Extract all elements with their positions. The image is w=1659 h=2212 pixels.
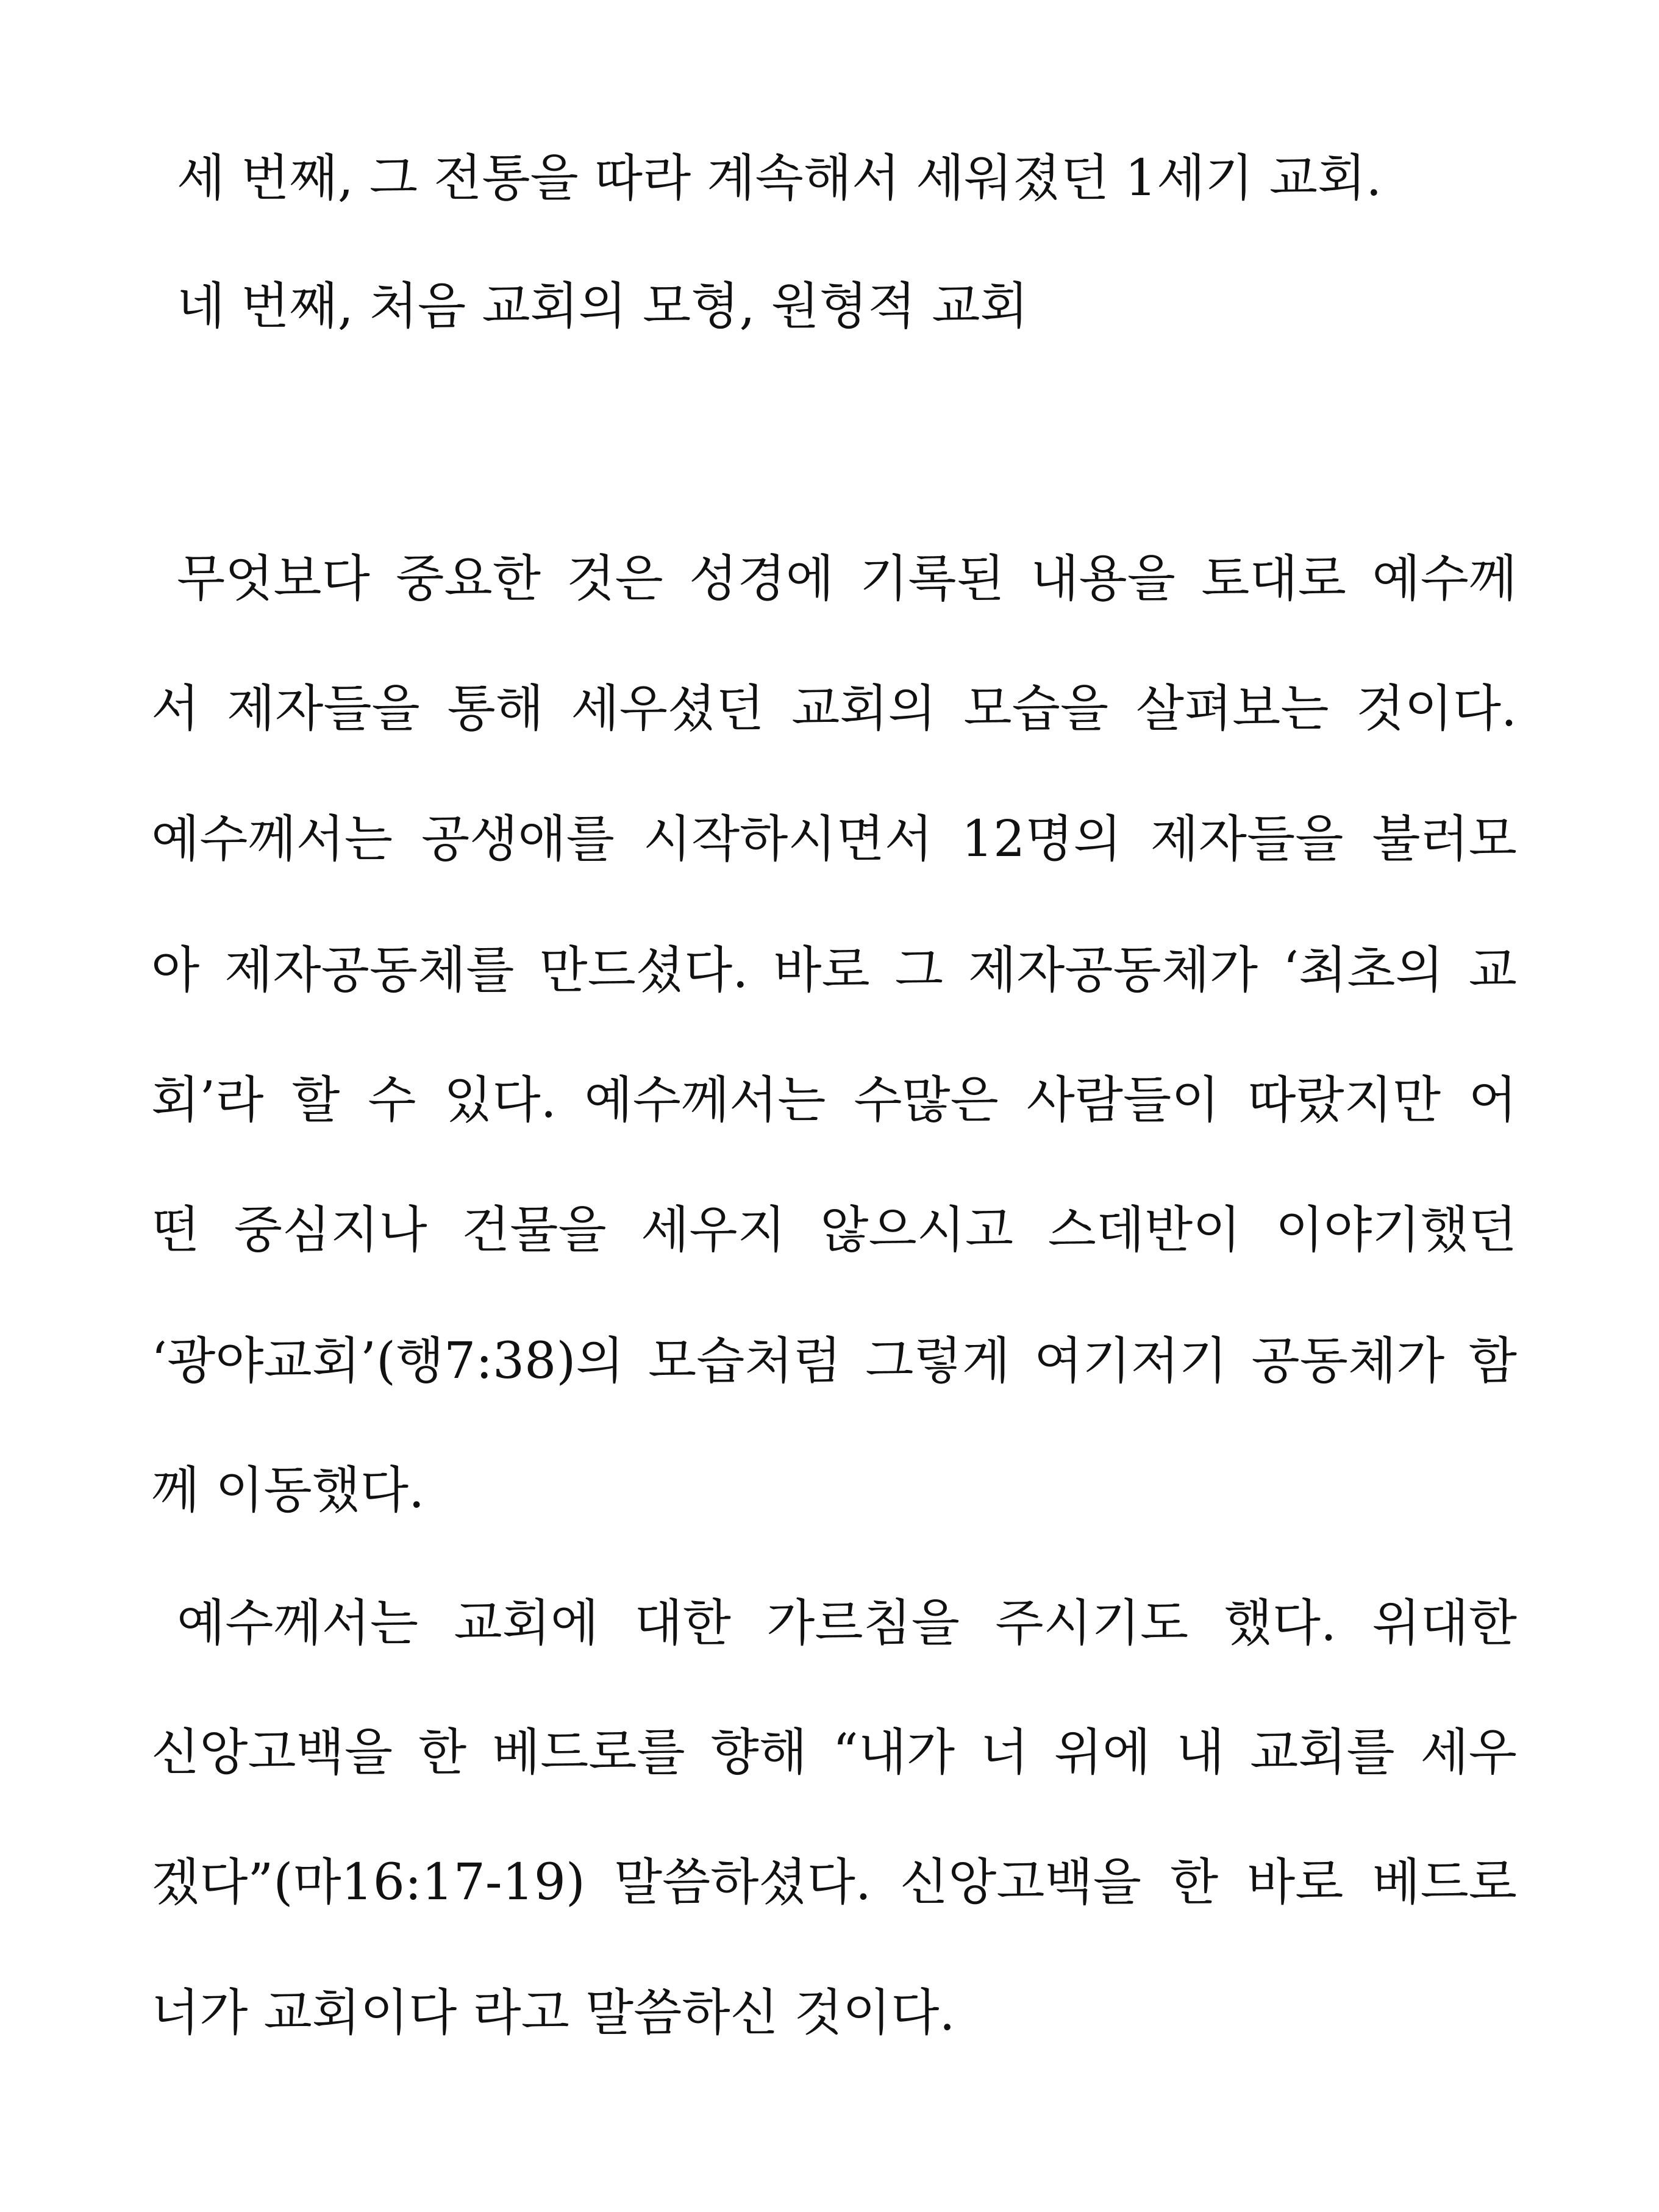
text-line: 세 번째, 그 전통을 따라 계속해서 세워졌던 1세기 교회. — [177, 149, 1382, 207]
text-line: 아 제자공동체를 만드셨다. 바로 그 제자공동체가 ‘최초의 교 — [151, 941, 1517, 999]
text-line: 예수께서는 공생애를 시작하시면서 12명의 제자들을 불러모 — [151, 810, 1517, 868]
text-line: 께 이동했다. — [151, 1461, 425, 1519]
text-line: 떤 중심지나 건물을 세우지 않으시고 스데반이 이야기했던 — [151, 1201, 1517, 1259]
text-line: 무엇보다 중요한 것은 성경에 기록된 내용을 토대로 예수께 — [177, 550, 1517, 608]
text-line: ‘광야교회’(행7:38)의 모습처럼 그렇게 여기저기 공동체가 함 — [151, 1332, 1517, 1390]
text-line: 예수께서는 교회에 대한 가르침을 주시기도 했다. 위대한 — [177, 1594, 1517, 1652]
text-line: 너가 교회이다 라고 말씀하신 것이다. — [151, 1984, 955, 2042]
text-line: 겠다”(마16:17-19) 말씀하셨다. 신앙고백을 한 바로 베드로 — [151, 1853, 1517, 1911]
text-line: 서 제자들을 통해 세우셨던 교회의 모습을 살펴보는 것이다. — [151, 680, 1517, 738]
text-line: 신앙고백을 한 베드로를 향해 “내가 너 위에 내 교회를 세우 — [151, 1724, 1517, 1782]
text-line: 회’라 할 수 있다. 예수께서는 수많은 사람들이 따랐지만 어 — [151, 1071, 1517, 1129]
text-line: 네 번째, 처음 교회의 모형, 원형적 교회 — [177, 277, 1029, 335]
